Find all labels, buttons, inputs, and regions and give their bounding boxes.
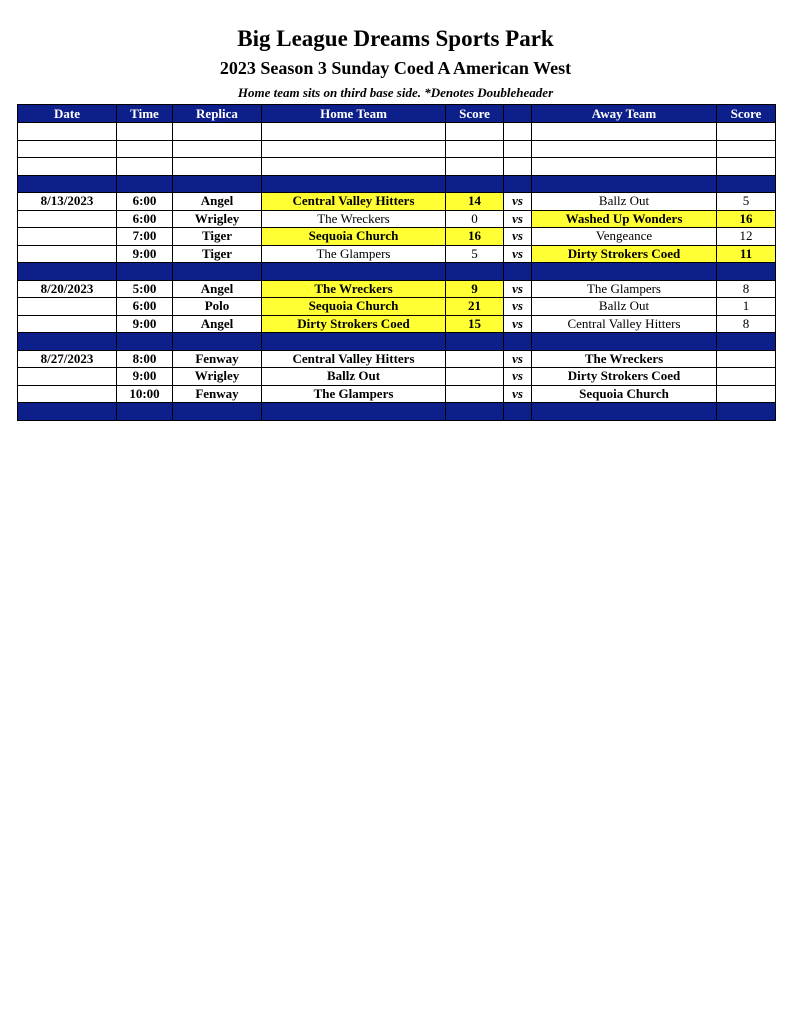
time-cell: 10:00 — [117, 385, 173, 403]
home-team-cell — [262, 175, 446, 193]
away-team-cell — [532, 175, 717, 193]
home-team-cell: Ballz Out — [262, 368, 446, 386]
vs-cell: vs — [504, 245, 532, 263]
time-cell: 7:00 — [117, 228, 173, 246]
vs-cell: vs — [504, 368, 532, 386]
time-cell: 9:00 — [117, 245, 173, 263]
away-score-cell — [717, 350, 776, 368]
game-row — [18, 210, 776, 228]
date-cell — [18, 210, 117, 228]
col-vs — [504, 105, 532, 123]
vs-cell: vs — [504, 315, 532, 333]
date-cell — [18, 140, 117, 158]
separator-row — [18, 403, 776, 421]
home-score-cell: 14 — [446, 193, 504, 211]
date-cell — [18, 315, 117, 333]
vs-cell: vs — [504, 228, 532, 246]
home-team-cell — [262, 333, 446, 351]
away-score-cell: 11 — [717, 245, 776, 263]
away-team-cell: Sequoia Church — [532, 385, 717, 403]
away-score-cell: 8 — [717, 315, 776, 333]
time-cell — [117, 263, 173, 281]
game-row — [18, 245, 776, 263]
away-team-cell: Ballz Out — [532, 193, 717, 211]
vs-cell — [504, 403, 532, 421]
away-score-cell — [717, 175, 776, 193]
date-cell — [18, 333, 117, 351]
away-score-cell — [717, 385, 776, 403]
away-team-cell: Central Valley Hitters — [532, 315, 717, 333]
game-row — [18, 368, 776, 386]
game-row — [18, 193, 776, 211]
home-score-cell — [446, 350, 504, 368]
home-score-cell — [446, 140, 504, 158]
home-score-cell: 0 — [446, 210, 504, 228]
separator-row — [18, 263, 776, 281]
replica-cell: Wrigley — [173, 368, 262, 386]
home-score-cell — [446, 263, 504, 281]
time-cell — [117, 140, 173, 158]
home-team-cell — [262, 123, 446, 141]
home-score-cell — [446, 403, 504, 421]
replica-cell: Fenway — [173, 385, 262, 403]
separator-row — [18, 333, 776, 351]
home-team-cell: Central Valley Hitters — [262, 193, 446, 211]
col-time: Time — [117, 105, 173, 123]
home-team-cell — [262, 158, 446, 176]
time-cell: 6:00 — [117, 210, 173, 228]
time-cell — [117, 123, 173, 141]
time-cell — [117, 333, 173, 351]
home-score-cell — [446, 175, 504, 193]
away-score-cell — [717, 123, 776, 141]
time-cell — [117, 175, 173, 193]
date-cell: 8/20/2023 — [18, 280, 117, 298]
time-cell — [117, 158, 173, 176]
date-cell: 8/13/2023 — [18, 193, 117, 211]
date-cell — [18, 298, 117, 316]
vs-cell — [504, 333, 532, 351]
replica-cell: Tiger — [173, 228, 262, 246]
vs-cell — [504, 140, 532, 158]
vs-cell — [504, 175, 532, 193]
date-cell: 8/27/2023 — [18, 350, 117, 368]
away-score-cell: 16 — [717, 210, 776, 228]
home-team-cell: The Wreckers — [262, 210, 446, 228]
home-score-cell — [446, 123, 504, 141]
replica-cell — [173, 140, 262, 158]
date-cell — [18, 385, 117, 403]
away-team-cell — [532, 158, 717, 176]
home-team-cell: Sequoia Church — [262, 298, 446, 316]
away-team-cell — [532, 263, 717, 281]
home-score-cell: 9 — [446, 280, 504, 298]
away-team-cell: Vengeance — [532, 228, 717, 246]
game-row — [18, 315, 776, 333]
date-cell — [18, 245, 117, 263]
home-score-cell: 16 — [446, 228, 504, 246]
replica-cell — [173, 333, 262, 351]
away-score-cell — [717, 403, 776, 421]
away-score-cell — [717, 158, 776, 176]
date-cell — [18, 228, 117, 246]
home-team-cell: The Glampers — [262, 245, 446, 263]
away-score-cell: 1 — [717, 298, 776, 316]
vs-cell: vs — [504, 298, 532, 316]
vs-cell — [504, 123, 532, 141]
home-score-cell — [446, 385, 504, 403]
away-team-cell — [532, 403, 717, 421]
replica-cell: Polo — [173, 298, 262, 316]
col-replica: Replica — [173, 105, 262, 123]
away-score-cell: 5 — [717, 193, 776, 211]
empty-row — [18, 123, 776, 141]
away-team-cell — [532, 140, 717, 158]
vs-cell: vs — [504, 280, 532, 298]
away-team-cell — [532, 333, 717, 351]
home-team-cell — [262, 403, 446, 421]
time-cell: 9:00 — [117, 315, 173, 333]
game-row — [18, 280, 776, 298]
away-score-cell: 8 — [717, 280, 776, 298]
away-team-cell: Dirty Strokers Coed — [532, 245, 717, 263]
home-score-cell: 21 — [446, 298, 504, 316]
home-team-cell: The Glampers — [262, 385, 446, 403]
vs-cell: vs — [504, 350, 532, 368]
replica-cell: Fenway — [173, 350, 262, 368]
away-team-cell: The Glampers — [532, 280, 717, 298]
date-cell — [18, 158, 117, 176]
schedule-table — [17, 104, 776, 421]
date-cell — [18, 263, 117, 281]
home-score-cell: 5 — [446, 245, 504, 263]
replica-cell: Angel — [173, 315, 262, 333]
home-team-cell: Dirty Strokers Coed — [262, 315, 446, 333]
replica-cell: Tiger — [173, 245, 262, 263]
replica-cell — [173, 175, 262, 193]
vs-cell — [504, 158, 532, 176]
col-date: Date — [18, 105, 117, 123]
home-team-cell: Sequoia Church — [262, 228, 446, 246]
time-cell: 8:00 — [117, 350, 173, 368]
time-cell: 9:00 — [117, 368, 173, 386]
replica-cell — [173, 263, 262, 281]
vs-cell: vs — [504, 210, 532, 228]
empty-row — [18, 140, 776, 158]
home-score-cell: 15 — [446, 315, 504, 333]
game-row — [18, 385, 776, 403]
replica-cell: Angel — [173, 280, 262, 298]
game-row — [18, 350, 776, 368]
col-away-score: Score — [717, 105, 776, 123]
away-team-cell: Dirty Strokers Coed — [532, 368, 717, 386]
home-score-cell — [446, 158, 504, 176]
home-score-cell — [446, 368, 504, 386]
home-team-cell — [262, 140, 446, 158]
col-home-score: Score — [446, 105, 504, 123]
time-cell: 6:00 — [117, 298, 173, 316]
game-row — [18, 298, 776, 316]
col-away-team: Away Team — [532, 105, 717, 123]
col-home-team: Home Team — [262, 105, 446, 123]
home-team-cell — [262, 263, 446, 281]
away-team-cell — [532, 123, 717, 141]
time-cell — [117, 403, 173, 421]
away-team-cell: Washed Up Wonders — [532, 210, 717, 228]
separator-row — [18, 175, 776, 193]
date-cell — [18, 175, 117, 193]
schedule-note: Home team sits on third base side. *Denotes Doubleheader — [237, 85, 554, 100]
page-subtitle: 2023 Season 3 Sunday Coed A American West — [219, 58, 572, 78]
vs-cell: vs — [504, 385, 532, 403]
date-cell — [18, 403, 117, 421]
away-team-cell: Ballz Out — [532, 298, 717, 316]
away-score-cell — [717, 263, 776, 281]
home-team-cell: The Wreckers — [262, 280, 446, 298]
header-row — [18, 105, 776, 123]
empty-row — [18, 158, 776, 176]
vs-cell — [504, 263, 532, 281]
game-row — [18, 228, 776, 246]
page-title: Big League Dreams Sports Park — [237, 26, 554, 51]
away-score-cell — [717, 140, 776, 158]
date-cell — [18, 123, 117, 141]
vs-cell: vs — [504, 193, 532, 211]
date-cell — [18, 368, 117, 386]
time-cell: 5:00 — [117, 280, 173, 298]
replica-cell: Wrigley — [173, 210, 262, 228]
home-team-cell: Central Valley Hitters — [262, 350, 446, 368]
away-score-cell — [717, 333, 776, 351]
away-score-cell — [717, 368, 776, 386]
home-score-cell — [446, 333, 504, 351]
away-team-cell: The Wreckers — [532, 350, 717, 368]
away-score-cell: 12 — [717, 228, 776, 246]
replica-cell: Angel — [173, 193, 262, 211]
time-cell: 6:00 — [117, 193, 173, 211]
replica-cell — [173, 403, 262, 421]
replica-cell — [173, 123, 262, 141]
replica-cell — [173, 158, 262, 176]
